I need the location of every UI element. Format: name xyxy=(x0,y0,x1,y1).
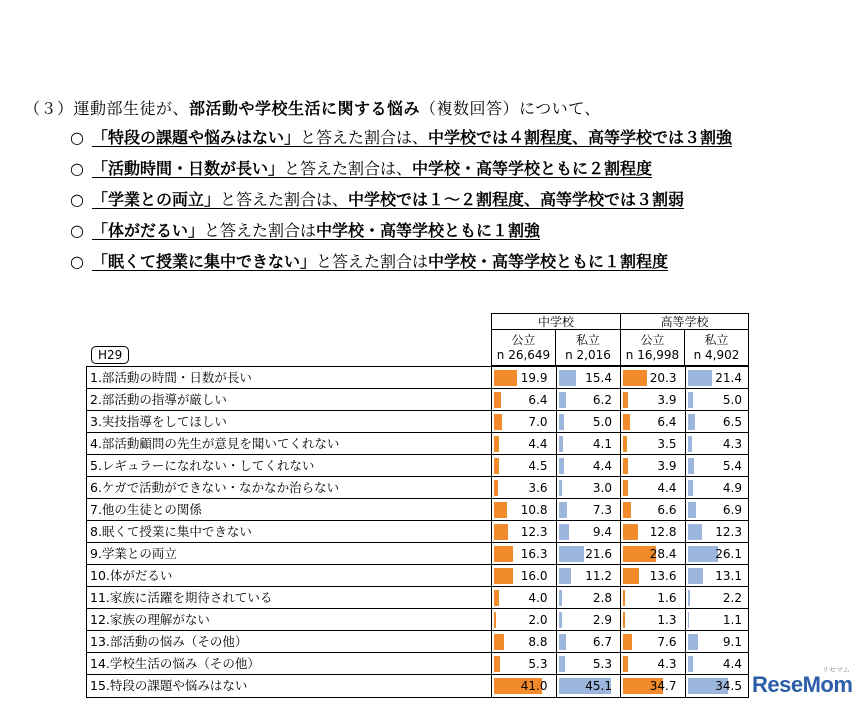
value-cell xyxy=(557,631,622,652)
value-label: 13.6 xyxy=(649,569,677,583)
finding-emphasis: 「体がだるい」 xyxy=(92,221,205,240)
value-label: 34.5 xyxy=(715,679,742,693)
table-row xyxy=(87,631,748,653)
finding-item xyxy=(70,122,860,153)
col-n: n 26,649 xyxy=(496,348,551,362)
value-label: 4.3 xyxy=(722,437,742,451)
value-bar xyxy=(688,590,691,606)
value-bar xyxy=(494,392,501,408)
table-row xyxy=(87,587,748,609)
value-bar xyxy=(688,392,694,408)
heading-suffix: （複数回答）について、 xyxy=(420,99,601,118)
value-label: 28.4 xyxy=(649,547,677,561)
value-label: 4.4 xyxy=(657,481,677,495)
row-label: 14.学校生活の悩み（その他） xyxy=(87,653,492,674)
value-label: 9.1 xyxy=(722,635,742,649)
row-label: 12.家族の理解がない xyxy=(87,609,492,630)
value-bar xyxy=(494,612,496,628)
value-label: 4.1 xyxy=(592,437,612,451)
value-bar xyxy=(688,546,718,562)
value-cell xyxy=(686,609,751,630)
value-label: 16.0 xyxy=(520,569,548,583)
value-cell xyxy=(492,565,557,586)
value-cell xyxy=(557,609,622,630)
table-row xyxy=(87,521,748,543)
value-bar xyxy=(688,524,702,540)
value-bar xyxy=(559,546,584,562)
table-row xyxy=(87,675,748,697)
value-cell xyxy=(686,455,751,476)
value-bar xyxy=(623,480,628,496)
finding-text xyxy=(92,246,668,277)
value-label: 6.4 xyxy=(657,415,677,429)
value-label: 13.1 xyxy=(715,569,742,583)
value-cell xyxy=(557,455,622,476)
value-label: 1.1 xyxy=(722,613,742,627)
value-cell xyxy=(492,609,557,630)
value-cell xyxy=(492,499,557,520)
col-name: 公立 xyxy=(640,333,665,347)
value-bar xyxy=(688,480,694,496)
value-label: 2.0 xyxy=(528,613,548,627)
value-bar xyxy=(688,634,699,650)
value-cell xyxy=(686,543,751,564)
value-label: 4.5 xyxy=(528,459,548,473)
value-label: 9.4 xyxy=(592,525,612,539)
value-label: 4.4 xyxy=(592,459,612,473)
value-label: 3.5 xyxy=(657,437,677,451)
value-cell xyxy=(557,477,622,498)
value-cell xyxy=(621,455,686,476)
value-cell xyxy=(621,389,686,410)
circle-bullet-icon: ○ xyxy=(70,221,84,240)
table-row xyxy=(87,499,748,521)
col-header xyxy=(492,330,556,366)
value-label: 1.6 xyxy=(657,591,677,605)
value-cell xyxy=(621,521,686,542)
value-label: 7.6 xyxy=(657,635,677,649)
value-cell xyxy=(621,477,686,498)
value-bar xyxy=(688,502,696,518)
value-label: 3.9 xyxy=(657,459,677,473)
value-cell xyxy=(492,455,557,476)
value-cell xyxy=(621,543,686,564)
value-cell xyxy=(492,521,557,542)
value-cell xyxy=(621,675,686,697)
value-label: 5.0 xyxy=(722,393,742,407)
value-label: 5.0 xyxy=(592,415,612,429)
value-cell xyxy=(621,367,686,388)
col-name: 公立 xyxy=(511,333,536,347)
value-bar xyxy=(623,502,631,518)
value-bar xyxy=(688,370,713,386)
value-cell xyxy=(686,367,751,388)
value-bar xyxy=(623,392,628,408)
value-label: 12.3 xyxy=(520,525,548,539)
resemom-logo: ReseMom xyxy=(752,672,853,697)
value-label: 15.4 xyxy=(585,371,612,385)
value-label: 12.3 xyxy=(715,525,742,539)
value-bar xyxy=(559,480,562,496)
value-bar xyxy=(559,414,565,430)
group-header-senior: 高等学校 xyxy=(621,314,748,330)
resemom-logo-sub: リセマム xyxy=(822,667,850,674)
finding-plain: と答えた割合は xyxy=(204,221,317,240)
finding-item xyxy=(70,215,860,246)
value-cell xyxy=(492,367,557,388)
value-cell xyxy=(492,543,557,564)
value-bar xyxy=(623,612,625,628)
value-bar xyxy=(559,590,562,606)
value-label: 4.0 xyxy=(528,591,548,605)
row-label: 13.部活動の悩み（その他） xyxy=(87,631,492,652)
heading-bold: 部活動や学校生活に関する悩み xyxy=(189,99,421,118)
finding-plain: と答えた割合は、 xyxy=(284,159,413,178)
value-bar xyxy=(623,436,627,452)
value-bar xyxy=(688,568,703,584)
value-bar xyxy=(623,414,630,430)
circle-bullet-icon: ○ xyxy=(70,159,84,178)
value-label: 21.4 xyxy=(715,371,742,385)
value-bar xyxy=(688,436,693,452)
value-cell xyxy=(686,389,751,410)
col-n: n 4,902 xyxy=(693,348,740,362)
value-bar xyxy=(559,392,566,408)
finding-item xyxy=(70,184,860,215)
finding-text xyxy=(92,122,852,153)
value-bar xyxy=(494,546,513,562)
row-label: 1.部活動の時間・日数が長い xyxy=(87,367,492,388)
value-bar xyxy=(688,458,694,474)
row-label: 4.部活動顧問の先生が意見を聞いてくれない xyxy=(87,433,492,454)
value-cell xyxy=(686,675,751,697)
value-label: 6.6 xyxy=(657,503,677,517)
value-cell xyxy=(557,389,622,410)
row-label: 3.実技指導をしてほしい xyxy=(87,411,492,432)
value-bar xyxy=(559,634,567,650)
row-label: 6.ケガで活動ができない・なかなか治らない xyxy=(87,477,492,498)
value-bar xyxy=(559,436,564,452)
heading-prefix: （３）運動部生徒が、 xyxy=(24,99,190,118)
value-label: 5.3 xyxy=(592,657,612,671)
value-bar xyxy=(688,414,696,430)
value-cell xyxy=(557,367,622,388)
value-label: 21.6 xyxy=(585,547,612,561)
value-cell xyxy=(557,587,622,608)
value-cell xyxy=(492,433,557,454)
value-label: 16.3 xyxy=(520,547,548,561)
row-label: 10.体がだるい xyxy=(87,565,492,586)
value-bar xyxy=(559,370,577,386)
value-label: 11.2 xyxy=(585,569,612,583)
value-label: 2.2 xyxy=(722,591,742,605)
row-label: 5.レギュラーになれない・してくれない xyxy=(87,455,492,476)
row-label: 11.家族に活躍を期待されている xyxy=(87,587,492,608)
value-cell xyxy=(492,587,557,608)
value-bar xyxy=(494,436,499,452)
value-label: 2.9 xyxy=(592,613,612,627)
value-label: 3.6 xyxy=(528,481,548,495)
value-bar xyxy=(623,656,628,672)
value-bar xyxy=(494,590,499,606)
value-bar xyxy=(623,458,628,474)
value-cell xyxy=(492,675,557,697)
col-n: n 2,016 xyxy=(565,348,611,362)
finding-emphasis: 中学校・高等学校ともに２割程度 xyxy=(412,159,653,178)
finding-emphasis: 「活動時間・日数が長い」 xyxy=(92,159,285,178)
data-table xyxy=(86,366,749,698)
value-cell xyxy=(557,521,622,542)
value-label: 6.4 xyxy=(528,393,548,407)
table-row xyxy=(87,411,748,433)
value-label: 26.1 xyxy=(715,547,742,561)
value-cell xyxy=(621,565,686,586)
value-label: 3.0 xyxy=(592,481,612,495)
year-label: H29 xyxy=(91,346,129,364)
finding-item xyxy=(70,153,860,184)
value-label: 5.4 xyxy=(722,459,742,473)
value-cell xyxy=(557,433,622,454)
value-label: 4.4 xyxy=(528,437,548,451)
column-header xyxy=(491,313,749,366)
value-label: 6.5 xyxy=(722,415,742,429)
col-name: 私立 xyxy=(704,333,729,347)
row-label: 9.学業との両立 xyxy=(87,543,492,564)
value-bar xyxy=(623,370,647,386)
value-cell xyxy=(492,389,557,410)
value-cell xyxy=(557,565,622,586)
circle-bullet-icon: ○ xyxy=(70,252,84,271)
value-cell xyxy=(621,631,686,652)
value-cell xyxy=(492,631,557,652)
value-cell xyxy=(557,499,622,520)
value-cell xyxy=(686,653,751,674)
col-header xyxy=(556,330,621,366)
value-label: 5.3 xyxy=(528,657,548,671)
table-row xyxy=(87,433,748,455)
value-label: 12.8 xyxy=(649,525,677,539)
finding-text xyxy=(92,215,540,246)
circle-bullet-icon: ○ xyxy=(70,190,84,209)
value-cell xyxy=(557,543,622,564)
finding-emphasis: 「特段の課題や悩みはない」 xyxy=(92,128,301,147)
finding-emphasis: 中学校・高等学校ともに１割程度 xyxy=(428,252,669,271)
group-header-junior: 中学校 xyxy=(492,314,621,330)
col-name: 私立 xyxy=(575,333,600,347)
finding-emphasis: 「学業との両立」 xyxy=(92,190,221,209)
table-row xyxy=(87,389,748,411)
value-label: 41.0 xyxy=(520,679,548,693)
value-cell xyxy=(686,521,751,542)
value-bar xyxy=(559,524,570,540)
value-label: 6.7 xyxy=(592,635,612,649)
value-bar xyxy=(688,612,689,628)
value-bar xyxy=(623,634,632,650)
row-label: 2.部活動の指導が厳しい xyxy=(87,389,492,410)
value-bar xyxy=(494,414,502,430)
value-label: 20.3 xyxy=(649,371,677,385)
value-bar xyxy=(623,590,625,606)
value-cell xyxy=(621,609,686,630)
value-bar xyxy=(688,656,693,672)
value-cell xyxy=(686,587,751,608)
col-header xyxy=(685,330,748,366)
row-label: 15.特段の課題や悩みはない xyxy=(87,675,492,697)
table-row xyxy=(87,477,748,499)
value-cell xyxy=(621,433,686,454)
finding-plain: と答えた割合は、 xyxy=(220,190,349,209)
value-bar xyxy=(559,502,567,518)
value-bar xyxy=(559,612,562,628)
finding-emphasis: 中学校・高等学校ともに１割強 xyxy=(316,221,541,240)
findings-list xyxy=(70,122,860,277)
value-cell xyxy=(621,653,686,674)
table-row xyxy=(87,455,748,477)
table-row xyxy=(87,543,748,565)
finding-plain: と答えた割合は、 xyxy=(300,128,429,147)
row-label: 7.他の生徒との関係 xyxy=(87,499,492,520)
value-label: 7.0 xyxy=(528,415,548,429)
value-cell xyxy=(686,565,751,586)
value-cell xyxy=(621,411,686,432)
finding-text xyxy=(92,153,652,184)
value-label: 6.2 xyxy=(592,393,612,407)
value-bar xyxy=(559,568,572,584)
value-label: 4.3 xyxy=(657,657,677,671)
value-bar xyxy=(494,656,500,672)
value-cell xyxy=(686,631,751,652)
col-header xyxy=(621,330,685,366)
finding-text xyxy=(92,184,684,215)
finding-emphasis: 中学校では４割程度、高等学校では３割強 xyxy=(428,128,733,147)
table-row xyxy=(87,367,748,389)
value-cell xyxy=(492,477,557,498)
value-bar xyxy=(494,502,507,518)
value-label: 1.3 xyxy=(657,613,677,627)
value-label: 4.4 xyxy=(722,657,742,671)
value-bar xyxy=(623,524,638,540)
row-label: 8.眠くて授業に集中できない xyxy=(87,521,492,542)
value-label: 45.1 xyxy=(585,679,612,693)
value-label: 10.8 xyxy=(520,503,548,517)
table-row xyxy=(87,653,748,675)
value-label: 7.3 xyxy=(592,503,612,517)
value-cell xyxy=(686,499,751,520)
value-bar xyxy=(494,568,513,584)
value-bar xyxy=(494,370,517,386)
value-cell xyxy=(621,587,686,608)
value-cell xyxy=(557,653,622,674)
value-bar xyxy=(494,634,504,650)
value-bar xyxy=(623,568,639,584)
finding-emphasis: 「眠くて授業に集中できない」 xyxy=(92,252,317,271)
value-cell xyxy=(621,499,686,520)
value-cell xyxy=(686,477,751,498)
finding-item xyxy=(70,246,860,277)
value-bar xyxy=(494,458,499,474)
value-label: 8.8 xyxy=(528,635,548,649)
value-cell xyxy=(492,411,557,432)
table-row xyxy=(87,565,748,587)
value-bar xyxy=(559,656,565,672)
finding-emphasis: 中学校では１～２割程度、高等学校では３割弱 xyxy=(348,190,685,209)
col-n: n 16,998 xyxy=(625,348,680,362)
value-cell xyxy=(492,653,557,674)
value-cell xyxy=(557,675,622,697)
value-label: 2.8 xyxy=(592,591,612,605)
table-row xyxy=(87,609,748,631)
value-label: 34.7 xyxy=(649,679,677,693)
value-bar xyxy=(559,458,564,474)
finding-plain: と答えた割合は xyxy=(316,252,429,271)
value-label: 19.9 xyxy=(520,371,548,385)
value-cell xyxy=(686,411,751,432)
value-label: 6.9 xyxy=(722,503,742,517)
circle-bullet-icon: ○ xyxy=(70,128,84,147)
value-label: 4.9 xyxy=(722,481,742,495)
value-cell xyxy=(557,411,622,432)
section-heading xyxy=(24,96,601,119)
value-bar xyxy=(494,480,498,496)
value-label: 3.9 xyxy=(657,393,677,407)
value-cell xyxy=(686,433,751,454)
value-bar xyxy=(494,524,508,540)
